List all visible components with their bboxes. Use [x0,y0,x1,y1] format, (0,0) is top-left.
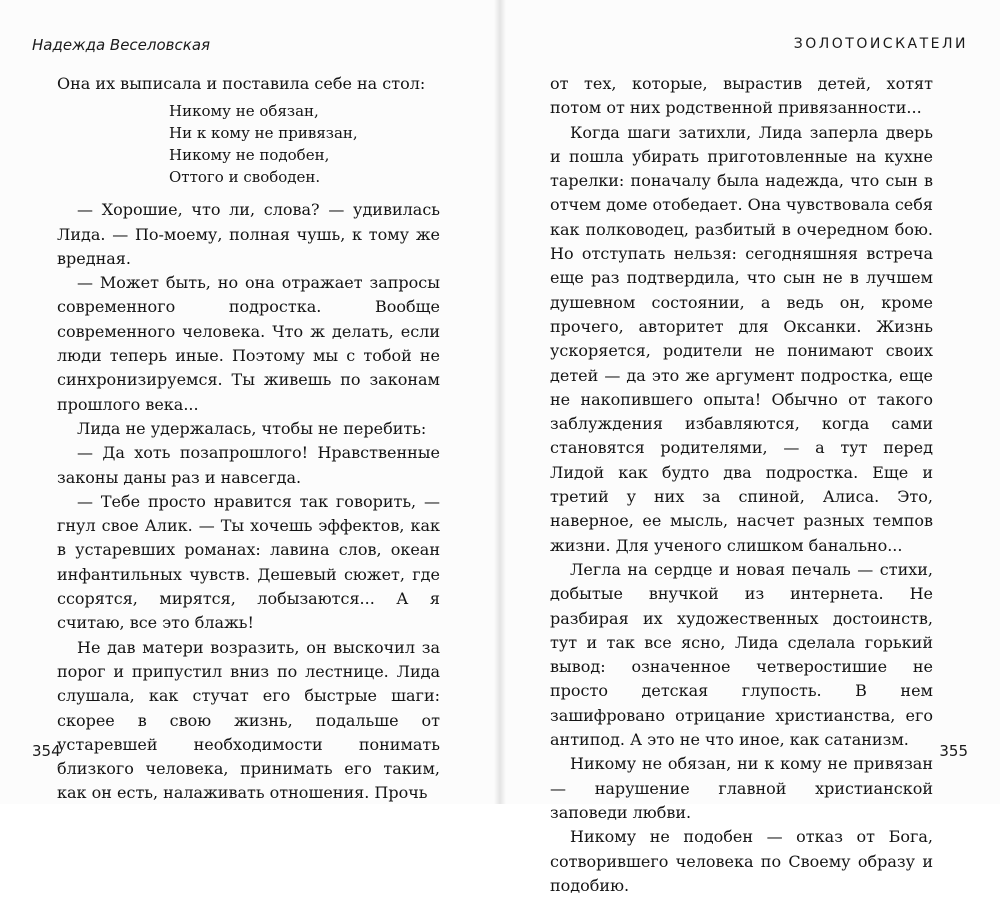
verse-quatrain [169,100,440,188]
verse-line: Никому не подобен, [169,146,330,165]
paragraph: Никому не обязан, ни к кому не привязан — нарушение главной христианской заповеди любви. [550,754,933,822]
left-page [0,0,494,804]
paragraph: Никому не подобен — отказ от Бога, сотворившего человека по Своему образу и подобию. [550,827,933,895]
right-page [506,0,1000,895]
continued-paragraph: от тех, которые, вырастив детей, хотят потом от них родственной привязанности... [550,74,933,118]
verse-line: Оттого и свободен. [169,168,321,187]
paragraph: — Хорошие, что ли, слова? — удивилась Лида. — По-моему, полная чушь, к тому же вредная. [57,200,440,268]
verse-line: Ни к кому не привязан, [169,124,358,143]
paragraph: Легла на сердце и новая печаль — стихи, добытые внучкой из интернета. Не разбирая их художественных достоинств, тут и так все ясно, Лида сделала горький вывод: означенное четверостишие не просто детская глупость. В нем зашифровано отрицание христианства, его антипод. А это не что иное, как сатанизм. [550,559,933,750]
left-page-body [57,72,440,806]
title-running-head: ЗОЛОТОИСКАТЕЛИ [793,36,968,52]
paragraph: — Да хоть позапрошлого! Нравственные законы даны раз и навсегда. [57,443,440,487]
right-page-body [550,72,933,898]
paragraph: — Может быть, но она отражает запросы современного подростка. Вообще современного человека. Что ж делать, если люди теперь иные. Поэтому мы с тобой не синхронизируемся. Ты живешь по законам прошлого века... [57,273,440,414]
paragraph: Когда шаги затихли, Лида заперла дверь и пошла убирать приготовленные на кухне тарелки: поначалу была надежда, что сын в отчем доме отобедает. Она чувствовала себя как полководец, разбитый в очередном бою. Но отступать нельзя: сегодняшняя встреча еще раз подтвердила, что сын не в лучшем душевном состоянии, а ведь он, кроме прочего, авторитет для Оксанки. Жизнь ускоряется, родители не понимают своих детей — да это же аргумент подростка, еще не накопившего опыта! Обычно от такого заблуждения избавляются, когда сами становятся родителями, — а тут перед Лидой как будто два подростка. Еще и третий у них за спиной, Алиса. Это, наверное, ее мысль, насчет разных темпов жизни. Для ученого слишком банально... [550,122,933,555]
paragraph: Не дав матери возразить, он выскочил за порог и припустил вниз по лестнице. Лида слушала, как стучат его быстрые шаги: скорее в свою жизнь, подальше от устаревшей необходимости понимать близкого человека, принимать его таким, как он есть, налаживать отношения. Прочь [57,637,440,803]
paragraph: Лида не удержалась, чтобы не перебить: [77,418,427,438]
author-running-head: Надежда Веселовская [32,36,211,54]
intro-paragraph: Она их выписала и поставила себе на стол: [57,74,426,93]
book-gutter [494,0,506,804]
verse-line: Никому не обязан, [169,102,319,121]
page-number: 355 [939,742,968,760]
paragraph: — Тебе просто нравится так говорить, — гнул свое Алик. — Ты хочешь эффектов, как в устаревших романах: лавина слов, океан инфантильных чувств. Дешевый сюжет, где ссорятся, мирятся, лобызаются... А я считаю, все это блажь! [57,491,440,633]
page-number: 354 [32,742,61,760]
